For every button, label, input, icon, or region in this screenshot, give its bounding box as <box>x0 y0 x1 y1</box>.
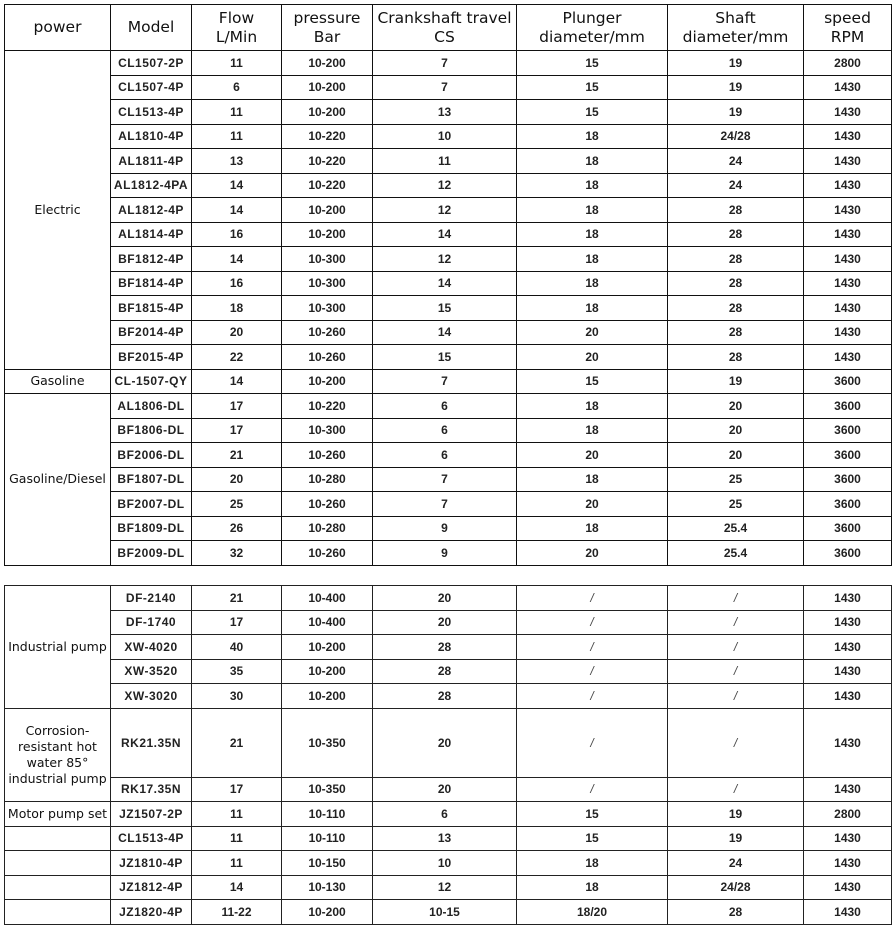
model-cell: BF1809-DL <box>111 516 192 541</box>
model-cell: BF1814-4P <box>111 271 192 296</box>
model-cell: AL1811-4P <box>111 149 192 174</box>
shaft-cell: 19 <box>668 826 804 851</box>
table-row <box>5 467 892 492</box>
table-row <box>5 777 892 802</box>
plunger-cell: 20 <box>517 443 668 468</box>
cs-cell: 6 <box>373 418 517 443</box>
flow-cell: 14 <box>192 173 282 198</box>
header-speed: speed RPM <box>804 5 892 51</box>
cs-cell: 7 <box>373 369 517 394</box>
rpm-cell: 1430 <box>804 635 892 660</box>
flow-cell: 21 <box>192 586 282 611</box>
table-row <box>5 586 892 611</box>
rpm-cell: 1430 <box>804 124 892 149</box>
model-cell: BF2009-DL <box>111 541 192 566</box>
cs-cell: 14 <box>373 222 517 247</box>
plunger-cell: / <box>517 610 668 635</box>
flow-cell: 35 <box>192 659 282 684</box>
shaft-cell: 24 <box>668 149 804 174</box>
pressure-cell: 10-280 <box>282 516 373 541</box>
rpm-cell: 2800 <box>804 802 892 827</box>
flow-cell: 22 <box>192 345 282 370</box>
table-row <box>5 394 892 419</box>
plunger-cell: 18 <box>517 198 668 223</box>
model-cell: XW-3520 <box>111 659 192 684</box>
cs-cell: 7 <box>373 75 517 100</box>
pressure-cell: 10-280 <box>282 467 373 492</box>
table-row <box>5 369 892 394</box>
flow-cell: 14 <box>192 875 282 900</box>
flow-cell: 14 <box>192 369 282 394</box>
table-row <box>5 271 892 296</box>
flow-cell: 26 <box>192 516 282 541</box>
plunger-cell: 15 <box>517 75 668 100</box>
plunger-cell: / <box>517 684 668 709</box>
shaft-cell: 28 <box>668 222 804 247</box>
flow-cell: 30 <box>192 684 282 709</box>
cs-cell: 20 <box>373 708 517 777</box>
cs-cell: 13 <box>373 100 517 125</box>
pressure-cell: 10-260 <box>282 345 373 370</box>
plunger-cell: / <box>517 635 668 660</box>
plunger-cell: 18 <box>517 394 668 419</box>
plunger-cell: 18 <box>517 124 668 149</box>
flow-cell: 11 <box>192 826 282 851</box>
header-crankshaft-travel: Crankshaft travel CS <box>373 5 517 51</box>
cs-cell: 7 <box>373 492 517 517</box>
rpm-cell: 1430 <box>804 320 892 345</box>
header-power: power <box>5 5 111 51</box>
pressure-cell: 10-200 <box>282 222 373 247</box>
cs-cell: 11 <box>373 149 517 174</box>
shaft-cell: 28 <box>668 247 804 272</box>
cs-cell: 15 <box>373 345 517 370</box>
shaft-cell: 24 <box>668 173 804 198</box>
shaft-cell: 19 <box>668 369 804 394</box>
pressure-cell: 10-260 <box>282 320 373 345</box>
flow-cell: 11 <box>192 51 282 76</box>
power-type-cell: Electric <box>5 51 111 370</box>
cs-cell: 9 <box>373 541 517 566</box>
rpm-cell: 1430 <box>804 247 892 272</box>
model-cell: AL1812-4P <box>111 198 192 223</box>
plunger-cell: 15 <box>517 826 668 851</box>
shaft-cell: / <box>668 777 804 802</box>
table-row <box>5 684 892 709</box>
shaft-cell: 28 <box>668 296 804 321</box>
plunger-cell: 18 <box>517 516 668 541</box>
cs-cell: 28 <box>373 659 517 684</box>
rpm-cell: 1430 <box>804 875 892 900</box>
shaft-cell: 20 <box>668 394 804 419</box>
model-cell: BF1806-DL <box>111 418 192 443</box>
shaft-cell: 19 <box>668 802 804 827</box>
table-row <box>5 198 892 223</box>
model-cell: JZ1820-4P <box>111 900 192 925</box>
model-cell: CL1507-4P <box>111 75 192 100</box>
table-row <box>5 149 892 174</box>
header-flow: Flow L/Min <box>192 5 282 51</box>
shaft-cell: 28 <box>668 198 804 223</box>
rpm-cell: 3600 <box>804 369 892 394</box>
rpm-cell: 3600 <box>804 492 892 517</box>
flow-cell: 18 <box>192 296 282 321</box>
table-row <box>5 802 892 827</box>
header-shaft-diameter: Shaft diameter/mm <box>668 5 804 51</box>
model-cell: JZ1507-2P <box>111 802 192 827</box>
plunger-cell: 15 <box>517 802 668 827</box>
table-row <box>5 222 892 247</box>
rpm-cell: 1430 <box>804 777 892 802</box>
plunger-cell: 18 <box>517 851 668 876</box>
shaft-cell: 20 <box>668 418 804 443</box>
table-row <box>5 492 892 517</box>
cs-cell: 12 <box>373 247 517 272</box>
table-row <box>5 345 892 370</box>
pressure-cell: 10-130 <box>282 875 373 900</box>
plunger-cell: 15 <box>517 369 668 394</box>
table-row <box>5 610 892 635</box>
model-cell: AL1806-DL <box>111 394 192 419</box>
cs-cell: 20 <box>373 586 517 611</box>
rpm-cell: 1430 <box>804 198 892 223</box>
table-row <box>5 659 892 684</box>
model-cell: BF1815-4P <box>111 296 192 321</box>
cs-cell: 28 <box>373 635 517 660</box>
model-cell: JZ1810-4P <box>111 851 192 876</box>
pressure-cell: 10-260 <box>282 443 373 468</box>
pump-spec-table-upper <box>4 4 892 566</box>
header-pressure: pressure Bar <box>282 5 373 51</box>
flow-cell: 11 <box>192 851 282 876</box>
flow-cell: 21 <box>192 708 282 777</box>
shaft-cell: 25 <box>668 492 804 517</box>
rpm-cell: 1430 <box>804 173 892 198</box>
cs-cell: 12 <box>373 198 517 223</box>
flow-cell: 11-22 <box>192 900 282 925</box>
rpm-cell: 1430 <box>804 345 892 370</box>
plunger-cell: 18 <box>517 149 668 174</box>
model-cell: BF2007-DL <box>111 492 192 517</box>
table-row <box>5 100 892 125</box>
power-type-cell <box>5 875 111 900</box>
rpm-cell: 3600 <box>804 394 892 419</box>
table-row <box>5 708 892 777</box>
table-row <box>5 296 892 321</box>
plunger-cell: 15 <box>517 100 668 125</box>
plunger-cell: 15 <box>517 51 668 76</box>
pump-spec-table-lower <box>4 585 892 925</box>
cs-cell: 12 <box>373 875 517 900</box>
plunger-cell: 20 <box>517 345 668 370</box>
rpm-cell: 1430 <box>804 900 892 925</box>
flow-cell: 32 <box>192 541 282 566</box>
pressure-cell: 10-110 <box>282 802 373 827</box>
flow-cell: 17 <box>192 777 282 802</box>
rpm-cell: 1430 <box>804 149 892 174</box>
model-cell: BF1807-DL <box>111 467 192 492</box>
rpm-cell: 3600 <box>804 467 892 492</box>
shaft-cell: 28 <box>668 345 804 370</box>
flow-cell: 16 <box>192 222 282 247</box>
cs-cell: 28 <box>373 684 517 709</box>
table-header-row <box>5 5 892 51</box>
pressure-cell: 10-200 <box>282 900 373 925</box>
cs-cell: 10 <box>373 124 517 149</box>
flow-cell: 20 <box>192 467 282 492</box>
pressure-cell: 10-400 <box>282 610 373 635</box>
cs-cell: 6 <box>373 443 517 468</box>
table-row <box>5 635 892 660</box>
rpm-cell: 2800 <box>804 51 892 76</box>
table-row <box>5 443 892 468</box>
shaft-cell: 20 <box>668 443 804 468</box>
plunger-cell: 18 <box>517 173 668 198</box>
rpm-cell: 1430 <box>804 586 892 611</box>
plunger-cell: 20 <box>517 492 668 517</box>
header-plunger-diameter: Plunger diameter/mm <box>517 5 668 51</box>
shaft-cell: 19 <box>668 100 804 125</box>
rpm-cell: 1430 <box>804 684 892 709</box>
model-cell: XW-4020 <box>111 635 192 660</box>
cs-cell: 20 <box>373 777 517 802</box>
rpm-cell: 1430 <box>804 659 892 684</box>
model-cell: AL1814-4P <box>111 222 192 247</box>
flow-cell: 11 <box>192 100 282 125</box>
flow-cell: 25 <box>192 492 282 517</box>
rpm-cell: 1430 <box>804 271 892 296</box>
plunger-cell: 20 <box>517 320 668 345</box>
model-cell: CL-1507-QY <box>111 369 192 394</box>
cs-cell: 6 <box>373 802 517 827</box>
table-row <box>5 516 892 541</box>
cs-cell: 10-15 <box>373 900 517 925</box>
shaft-cell: 28 <box>668 320 804 345</box>
plunger-cell: 18 <box>517 418 668 443</box>
shaft-cell: / <box>668 610 804 635</box>
plunger-cell: / <box>517 708 668 777</box>
shaft-cell: 25 <box>668 467 804 492</box>
table-row <box>5 320 892 345</box>
flow-cell: 40 <box>192 635 282 660</box>
shaft-cell: / <box>668 635 804 660</box>
plunger-cell: 18 <box>517 247 668 272</box>
shaft-cell: / <box>668 586 804 611</box>
rpm-cell: 1430 <box>804 851 892 876</box>
pressure-cell: 10-260 <box>282 541 373 566</box>
model-cell: BF2015-4P <box>111 345 192 370</box>
plunger-cell: / <box>517 777 668 802</box>
plunger-cell: 18 <box>517 467 668 492</box>
flow-cell: 13 <box>192 149 282 174</box>
cs-cell: 14 <box>373 271 517 296</box>
pressure-cell: 10-200 <box>282 369 373 394</box>
plunger-cell: 18 <box>517 271 668 296</box>
power-type-cell <box>5 900 111 925</box>
model-cell: CL1507-2P <box>111 51 192 76</box>
flow-cell: 16 <box>192 271 282 296</box>
model-cell: AL1812-4PA <box>111 173 192 198</box>
pressure-cell: 10-200 <box>282 51 373 76</box>
pressure-cell: 10-350 <box>282 777 373 802</box>
model-cell: AL1810-4P <box>111 124 192 149</box>
pressure-cell: 10-400 <box>282 586 373 611</box>
rpm-cell: 3600 <box>804 418 892 443</box>
cs-cell: 7 <box>373 467 517 492</box>
table-row <box>5 851 892 876</box>
cs-cell: 9 <box>373 516 517 541</box>
power-type-cell: Gasoline/Diesel <box>5 394 111 566</box>
model-cell: BF1812-4P <box>111 247 192 272</box>
plunger-cell: 18 <box>517 222 668 247</box>
plunger-cell: 20 <box>517 541 668 566</box>
pressure-cell: 10-220 <box>282 149 373 174</box>
pressure-cell: 10-200 <box>282 198 373 223</box>
rpm-cell: 1430 <box>804 708 892 777</box>
cs-cell: 15 <box>373 296 517 321</box>
pressure-cell: 10-200 <box>282 75 373 100</box>
plunger-cell: / <box>517 586 668 611</box>
shaft-cell: / <box>668 659 804 684</box>
shaft-cell: 24/28 <box>668 875 804 900</box>
model-cell: CL1513-4P <box>111 826 192 851</box>
cs-cell: 10 <box>373 851 517 876</box>
pressure-cell: 10-200 <box>282 684 373 709</box>
cs-cell: 14 <box>373 320 517 345</box>
shaft-cell: / <box>668 708 804 777</box>
header-model: Model <box>111 5 192 51</box>
pressure-cell: 10-300 <box>282 271 373 296</box>
rpm-cell: 3600 <box>804 443 892 468</box>
shaft-cell: / <box>668 684 804 709</box>
model-cell: BF2006-DL <box>111 443 192 468</box>
rpm-cell: 3600 <box>804 516 892 541</box>
flow-cell: 17 <box>192 418 282 443</box>
model-cell: RK21.35N <box>111 708 192 777</box>
shaft-cell: 19 <box>668 51 804 76</box>
shaft-cell: 24 <box>668 851 804 876</box>
table-row <box>5 418 892 443</box>
pressure-cell: 10-200 <box>282 659 373 684</box>
pressure-cell: 10-260 <box>282 492 373 517</box>
pressure-cell: 10-220 <box>282 173 373 198</box>
shaft-cell: 28 <box>668 271 804 296</box>
table-row <box>5 875 892 900</box>
power-type-cell: Motor pump set <box>5 802 111 827</box>
rpm-cell: 1430 <box>804 826 892 851</box>
plunger-cell: 18 <box>517 875 668 900</box>
pressure-cell: 10-220 <box>282 124 373 149</box>
shaft-cell: 25.4 <box>668 516 804 541</box>
shaft-cell: 19 <box>668 75 804 100</box>
table-row <box>5 51 892 76</box>
shaft-cell: 28 <box>668 900 804 925</box>
plunger-cell: 18/20 <box>517 900 668 925</box>
rpm-cell: 3600 <box>804 541 892 566</box>
model-cell: CL1513-4P <box>111 100 192 125</box>
table-row <box>5 541 892 566</box>
model-cell: RK17.35N <box>111 777 192 802</box>
flow-cell: 6 <box>192 75 282 100</box>
rpm-cell: 1430 <box>804 100 892 125</box>
table-row <box>5 900 892 925</box>
table-row <box>5 247 892 272</box>
flow-cell: 14 <box>192 198 282 223</box>
rpm-cell: 1430 <box>804 610 892 635</box>
power-type-cell <box>5 826 111 851</box>
rpm-cell: 1430 <box>804 222 892 247</box>
plunger-cell: 18 <box>517 296 668 321</box>
power-type-cell: Corrosion-resistant hot water 85° industrial pump <box>5 708 111 802</box>
cs-cell: 20 <box>373 610 517 635</box>
model-cell: BF2014-4P <box>111 320 192 345</box>
table-row <box>5 173 892 198</box>
model-cell: DF-2140 <box>111 586 192 611</box>
table-row <box>5 826 892 851</box>
cs-cell: 12 <box>373 173 517 198</box>
cs-cell: 6 <box>373 394 517 419</box>
pressure-cell: 10-200 <box>282 635 373 660</box>
flow-cell: 17 <box>192 394 282 419</box>
pressure-cell: 10-110 <box>282 826 373 851</box>
plunger-cell: / <box>517 659 668 684</box>
pressure-cell: 10-300 <box>282 247 373 272</box>
power-type-cell: Industrial pump <box>5 586 111 709</box>
pressure-cell: 10-200 <box>282 100 373 125</box>
flow-cell: 11 <box>192 802 282 827</box>
cs-cell: 13 <box>373 826 517 851</box>
pressure-cell: 10-220 <box>282 394 373 419</box>
flow-cell: 20 <box>192 320 282 345</box>
model-cell: XW-3020 <box>111 684 192 709</box>
model-cell: JZ1812-4P <box>111 875 192 900</box>
cs-cell: 7 <box>373 51 517 76</box>
model-cell: DF-1740 <box>111 610 192 635</box>
flow-cell: 14 <box>192 247 282 272</box>
table-row <box>5 75 892 100</box>
shaft-cell: 24/28 <box>668 124 804 149</box>
flow-cell: 11 <box>192 124 282 149</box>
table-row <box>5 124 892 149</box>
pressure-cell: 10-300 <box>282 296 373 321</box>
pressure-cell: 10-350 <box>282 708 373 777</box>
shaft-cell: 25.4 <box>668 541 804 566</box>
flow-cell: 21 <box>192 443 282 468</box>
flow-cell: 17 <box>192 610 282 635</box>
pressure-cell: 10-300 <box>282 418 373 443</box>
rpm-cell: 1430 <box>804 296 892 321</box>
rpm-cell: 1430 <box>804 75 892 100</box>
power-type-cell <box>5 851 111 876</box>
power-type-cell: Gasoline <box>5 369 111 394</box>
pressure-cell: 10-150 <box>282 851 373 876</box>
